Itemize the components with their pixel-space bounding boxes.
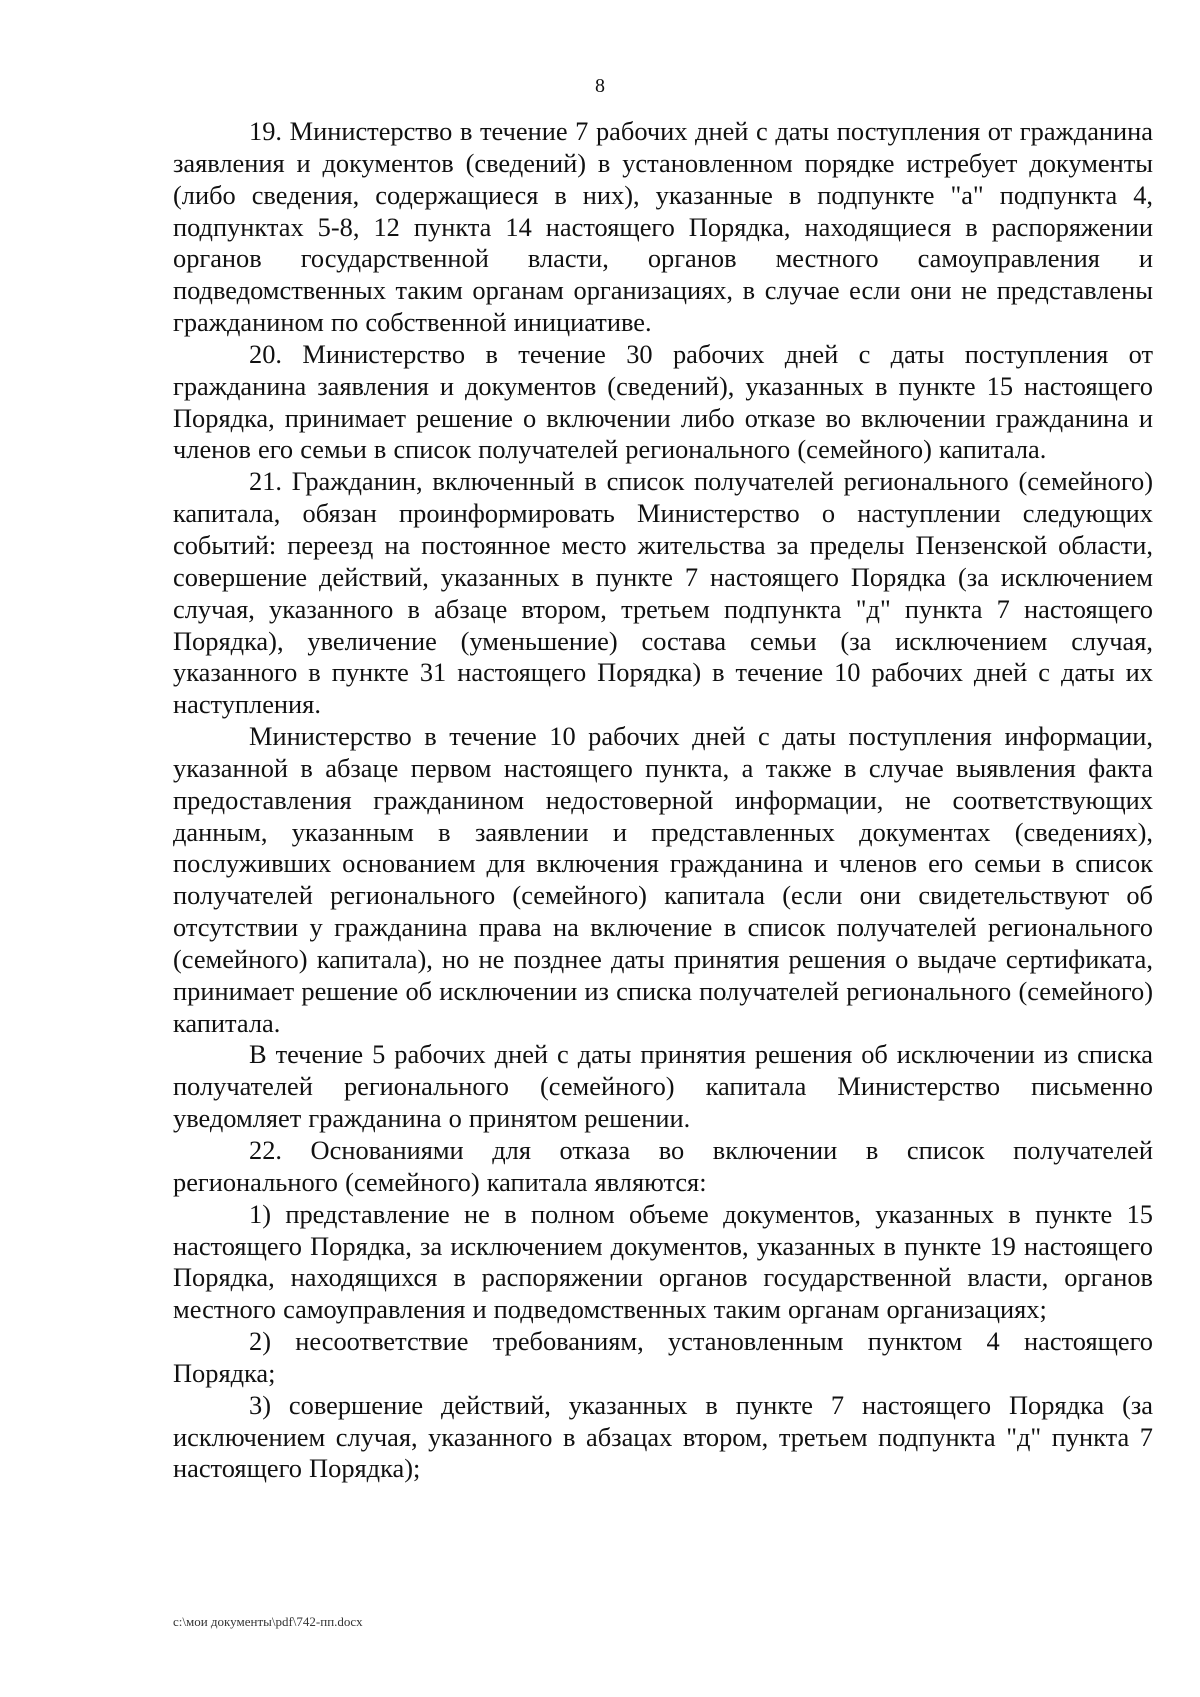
paragraph-20: 20. Министерство в течение 30 рабочих дней с даты поступления от гражданина заявления и документов (сведений), указанных в пункте 15 настоящего Порядка, принимает решение о включении либо отказе во включении гражданина и членов его семьи в список получателей регионального (семейного) капитала. [173,338,1153,465]
paragraph-21-part-3: В течение 5 рабочих дней с даты принятия решения об исключении из списка получателей регионального (семейного) капитала Министерство письменно уведомляет гражданина о принятом решении. [173,1039,1153,1134]
paragraph-19: 19. Министерство в течение 7 рабочих дней с даты поступления от гражданина заявления и документов (сведений) в установленном порядке истребует документы (либо сведения, содержащиеся в них), указанные в подпункте "а" подпункта 4, подпунктах 5-8, 12 пункта 14 настоящего Порядка, находящиеся в распоряжении органов государственной власти, органов местного самоуправления и подведомственных таким органам организациях, в случае если они не представлены гражданином по собственной инициативе. [173,116,1153,338]
page-number: 8 [595,75,605,97]
document-body [173,116,1153,1485]
file-path-footer: c:\мои документы\pdf\742-пп.docx [173,1614,363,1629]
paragraph-22-item-1: 1) представление не в полном объеме документов, указанных в пункте 15 настоящего Порядка, за исключением документов, указанных в пункте 19 настоящего Порядка, находящихся в распоряжении органов государственной власти, органов местного самоуправления и подведомственных таким органам организациях; [173,1198,1153,1325]
paragraph-22-item-3: 3) совершение действий, указанных в пункте 7 настоящего Порядка (за исключением случая, указанного в абзацах втором, третьем подпункта "д" пункта 7 настоящего Порядка); [173,1389,1153,1484]
paragraph-21-part-2: Министерство в течение 10 рабочих дней с даты поступления информации, указанной в абзаце первом настоящего пункта, а также в случае выявления факта предоставления гражданином недостоверной информации, не соответствующих данным, указанным в заявлении и представленных документах (сведениях), послуживших основанием для включения гражданина и членов его семьи в список получателей регионального (семейного) капитала (если они свидетельствуют об отсутствии у гражданина права на включение в список получателей регионального (семейного) капитала), но не позднее даты принятия решения о выдаче сертификата, принимает решение об исключении из списка получателей регионального (семейного) капитала. [173,721,1153,1038]
paragraph-21: 21. Гражданин, включенный в список получателей регионального (семейного) капитала, обязан проинформировать Министерство о наступлении следующих событий: переезд на постоянное место жительства за пределы Пензенской области, совершение действий, указанных в пункте 7 настоящего Порядка (за исключением случая, указанного в абзаце втором, третьем подпункта "д" пункта 7 настоящего Порядка), увеличение (уменьшение) состава семьи (за исключением случая, указанного в пункте 31 настоящего Порядка) в течение 10 рабочих дней с даты их наступления. [173,466,1153,720]
paragraph-22-item-2: 2) несоответствие требованиям, установленным пунктом 4 настоящего Порядка; [173,1326,1153,1388]
paragraph-22: 22. Основаниями для отказа во включении в список получателей регионального (семейного) капитала являются: [173,1135,1153,1197]
